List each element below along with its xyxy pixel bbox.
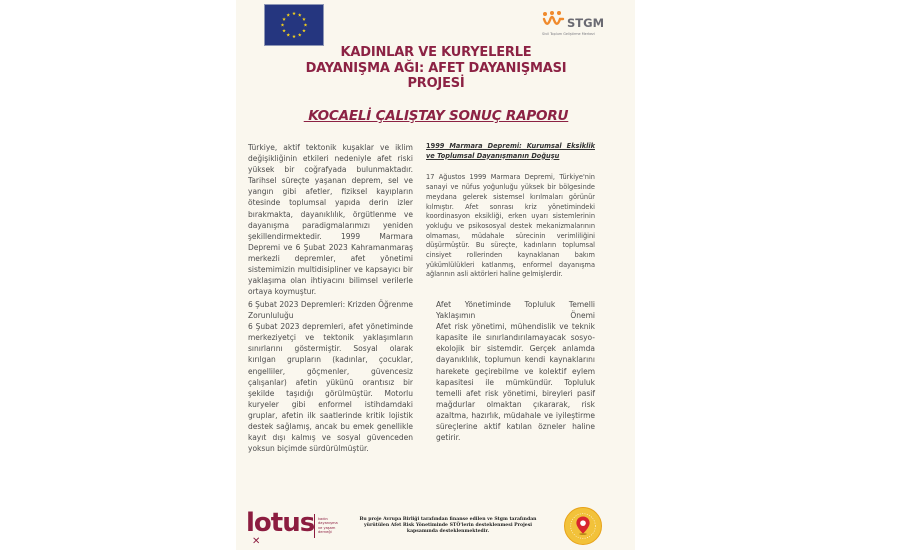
eu-star-icon xyxy=(281,23,285,26)
lotus-subtitle-line: derneği xyxy=(318,530,332,535)
lotus-wordmark: lotus xyxy=(246,508,315,538)
subat-paragraph: 6 Şubat 2023 depremleri, afet yönetiminde merkeziyetçi ve tektonik yaklaşımların sınırlarını göstermiştir. Sosyal olarak kırılgan grupların (kadınlar, çocuklar, engelliler, göçmenler, güvencesiz çalışanlar) afetin yükünü orantısız bir şekilde taşıdığı görülmüştür. Motorlu kuryeler gibi enformel istihdamdaki gruplar, afetin ilk saatlerinde kritik lojistik destek sağlamış, ancak bu emek genellikle kayıt dışı kalmış ve sosyal güvenceden yoksun biçimde sürdürülmüştür. xyxy=(248,322,413,454)
stgm-logo xyxy=(542,10,614,42)
topluluk-paragraph: Afet risk yönetimi, mühendislik ve teknik kapasite ile sınırlandırılamayacak sosyo-ekolojik bir sistemdir. Gerçek anlamda dayanıklılık, toplumun kendi kaynaklarını harekete geçirebilme ve kolektif eylem kapasitesi ile mümkündür. Topluluk temelli afet risk yönetimi, bireyleri pasif mağdurlar olmaktan çıkararak, risk azaltma, hazırlık, müdahale ve iyileştirme süreçlerine aktif katılan özneler haline getirir. xyxy=(436,322,595,443)
topluluk-section xyxy=(436,299,595,443)
eu-star-icon xyxy=(286,13,290,16)
intro-paragraph: Türkiye, aktif tektonik kuşaklar ve iklim değişikliğinin etkileri nedeniyle afet riski yüksek bir coğrafyada bulunmaktadır. Tarihsel süreçte yaşanan deprem, sel ve yangın gibi afetler, fiziksel kayıpların ötesinde toplumsal yapıda derin izler bırakmakta, dayanıklılık, örgütlenme ve dayanışma paradigmalarımızı yeniden şekillendirmektedir. 1999 Marmara Depremi ve 6 Şubat 2023 Kahramanmaraş merkezli depremler, afet yönetimi sistemimizin multidisipliner ve kapsayıcı bir yaklaşıma olan ihtiyacını bilimsel verilerle ortaya koymuştur. xyxy=(248,143,413,297)
subat-section xyxy=(248,299,413,454)
eu-star-icon xyxy=(298,13,302,16)
subat-heading: 6 Şubat 2023 Depremleri: Krizden Öğrenme Zorunluluğu xyxy=(248,300,413,321)
eu-star-icon xyxy=(304,23,308,26)
eu-star-icon xyxy=(292,35,296,38)
lotus-subtitle xyxy=(318,517,338,535)
eu-star-icon xyxy=(282,29,286,32)
afet-haritasi-badge-icon xyxy=(564,507,602,545)
stgm-name: STGM xyxy=(567,16,605,30)
title-line: PROJESİ xyxy=(407,76,465,91)
marmara-paragraph: 17 Ağustos 1999 Marmara Depremi, Türkiye'nin sanayi ve nüfus yoğunluğu yüksek bir bölgesinde meydana gelerek sistemsel kırılmaları görünür kılmıştır. Afet sonrası kriz yönetimindeki koordinasyon eksikliği, erken uyarı sistemlerinin yokluğu ve psikososyal destek mekanizmalarının olmaması, müdahale sürecinin verimliliğini düşürmüştür. Bu süreçte, kadınların toplumsal cinsiyet rollerinden kaynaklanan bakım yükümlülükleri katlanmış, enformel dayanışma ağlarının asli aktörleri haline gelmişlerdir. xyxy=(426,173,595,279)
marmara-heading xyxy=(426,142,595,161)
eu-star-icon xyxy=(286,33,290,36)
stgm-subtitle: Sivil Toplum Geliştirme Merkezi xyxy=(542,32,595,36)
stgm-wave-icon xyxy=(542,10,568,30)
eu-flag-icon xyxy=(264,4,324,46)
topluluk-heading: Afet Yönetiminde Topluluk Temelli Yaklaşımın Önemi xyxy=(436,300,595,321)
lotus-figure-icon: ✕ xyxy=(252,536,261,547)
title-line: KADINLAR VE KURYELERLE xyxy=(340,45,532,60)
marmara-heading-rest: 99 Marmara Depremi: Kurumsal Eksiklik ve Toplumsal Dayanışmanın Doğuşu xyxy=(426,142,595,160)
funding-note: Bu proje Avrupa Birliği tarafından finanse edilen ve Stgm tarafından yürütülen Afet Risk Yönetiminde STÖ'lerin desteklenmesi Projesi kapsamında desteklenmektedir. xyxy=(359,517,537,535)
page-title xyxy=(276,45,596,92)
lotus-divider xyxy=(314,514,315,538)
document-page xyxy=(236,0,635,550)
eu-star-icon xyxy=(302,29,306,32)
lotus-subtitle-line: ve yaşam xyxy=(318,525,336,530)
eu-star-icon xyxy=(282,17,286,20)
report-subtitle: KOCAELİ ÇALIŞTAY SONUÇ RAPORU xyxy=(303,108,569,124)
eu-star-icon xyxy=(292,12,296,15)
eu-star-icon xyxy=(298,33,302,36)
lotus-subtitle-line: dayanışma xyxy=(318,521,338,526)
marmara-section xyxy=(426,142,595,280)
eu-star-icon xyxy=(302,17,306,20)
lotus-logo xyxy=(246,508,346,548)
lotus-subtitle-line: kadın xyxy=(318,517,328,521)
marmara-heading-prefix: 19 xyxy=(426,142,436,150)
title-line: DAYANIŞMA AĞI: AFET DAYANIŞMASI xyxy=(305,60,567,76)
